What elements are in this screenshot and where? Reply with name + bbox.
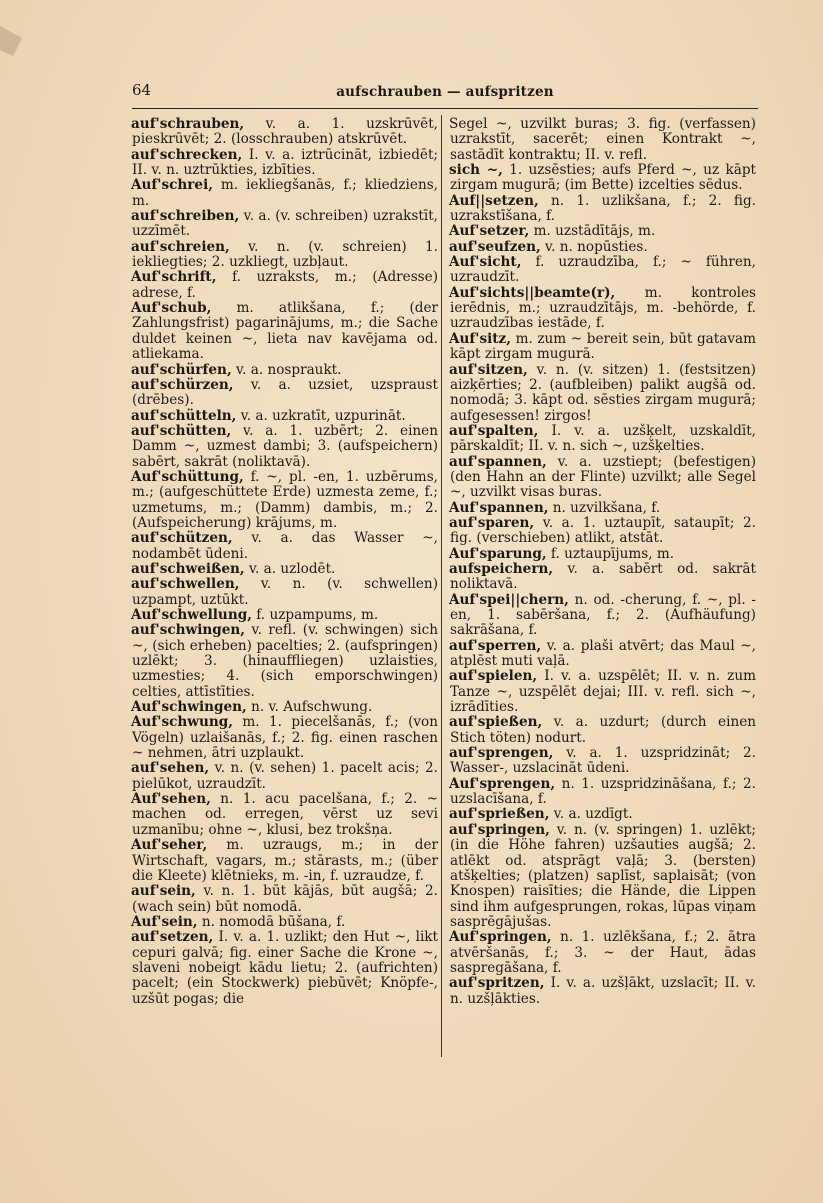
entry-definition: m. iekliegšanās, f.; kliedziens, m.: [132, 177, 438, 209]
dictionary-entry: [132, 562, 438, 577]
entry-definition: v. a. sabērt od. sakrāt noliktavā.: [450, 560, 756, 593]
entry-headword: auf'sprießen,: [449, 806, 550, 823]
dictionary-entry: [132, 623, 438, 700]
dictionary-entry: [132, 930, 438, 1007]
entry-definition: v. n. (v. sehen) 1. pacelt acis; 2. pielūkot, uzraudzīt.: [132, 760, 438, 792]
entry-headword: auf'schweißen,: [131, 560, 245, 577]
dictionary-entry: [132, 838, 438, 884]
entry-headword: auf'sitzen,: [449, 361, 528, 378]
entry-definition: v. a. 1. uztaupīt, sataupīt; 2. fig. (verschieben) atlikt, atstāt.: [450, 514, 756, 547]
entry-definition: I. v. a. 1. uzlikt; den Hut ~, likt cepuri galvā; fig. einer Sache die Krone ~, slaveni nobeigt kādu lietu; 2. (aufrichten) pacelt; (ein Stockwerk) piebūvēt; Knöpfe-, uzšūt pogas; die: [132, 929, 438, 1007]
dictionary-entry: [132, 700, 438, 715]
dictionary-entry: [450, 455, 756, 501]
entry-headword: auf'spießen,: [449, 714, 543, 731]
entry-definition: v. refl. (v. schwingen) sich ~, (sich erheben) pacelties; 2. (aufspringen) uzlēkt; 3. (hinauffliegen) uzlaisties, uzmesties; 4. (sich emporschwingen) celties, attīstīties.: [132, 622, 438, 700]
page-number: 64: [132, 81, 152, 99]
entry-definition: v. n. (v. springen) 1. uzlēkt; (in die Höhe fahren) uzšauties augšā; 2. atlēkt od. atsprāgt vaļā; 3. (bersten) atšķelties; (platzen) saplīst, saplaisāt; (von Knospen) raisīties; die Hände, die Lippen sind ihm aufgesprungen, rokas, lūpas viņam sasprēgājušas.: [450, 821, 756, 930]
dictionary-entry: [132, 884, 438, 915]
entry-headword: auf'schreiben,: [131, 208, 240, 225]
left-column: [132, 117, 438, 1007]
entry-definition: v. a. (v. schreiben) uzrakstīt, uzzīmēt.: [132, 208, 438, 240]
dictionary-entry: [132, 761, 438, 792]
dictionary-entry: [132, 608, 438, 623]
dictionary-entry: [132, 424, 438, 470]
entry-headword: Auf'sparung,: [449, 545, 547, 562]
entry-definition: I. v. a. uzšļākt, uzslacīt; II. v. n. uzšļākties.: [450, 975, 756, 1007]
dictionary-entry: [450, 746, 756, 777]
entry-headword: auf'spritzen,: [449, 975, 545, 992]
dictionary-entry: [450, 194, 756, 225]
dictionary-entry: [450, 593, 756, 639]
entry-definition: v. a. 1. uzspridzināt; 2. Wasser-, uzslacināt ūdeni.: [450, 745, 756, 777]
dictionary-entry: [132, 270, 438, 301]
entry-headword: Auf'schwellung,: [131, 607, 252, 623]
dictionary-entry: [450, 117, 756, 163]
entry-headword: Auf'sicht,: [449, 254, 522, 271]
dictionary-entry: [132, 715, 438, 761]
entry-headword: auf'schreien,: [131, 238, 230, 255]
entry-definition: v. a. uzdurt; (durch einen Stich töten) nodurt.: [450, 714, 756, 746]
entry-definition: f. ~, pl. -en, 1. uzbērums, m.; (aufgeschüttete Erde) uzmesta zeme, f.; uzmetums, m.; (Damm) dambis, m.; 2. (Aufspeicherung) krājums, m.: [132, 468, 438, 531]
entry-definition: m. zum ~ bereit sein, būt gatavam kāpt zirgam mugurā.: [450, 330, 756, 363]
entry-definition: n. 1. uzspridzināšana, f.; 2. uzslacīšana, f.: [450, 775, 756, 808]
entry-definition: n. v. Aufschwung.: [246, 699, 373, 716]
entry-headword: Auf'schrift,: [131, 269, 217, 286]
entry-headword: Auf'seher,: [131, 837, 208, 854]
dictionary-entry: [450, 516, 756, 547]
entry-definition: v. n. (v. schwellen) uzpampt, uztūkt.: [132, 576, 438, 608]
entry-definition: n. 1. uzlēkšana, f.; 2. ātra atvēršanās, f.; 3. ~ der Haut, ādas saspregāšana, f.: [450, 929, 756, 976]
entry-definition: I. v. a. uzspēlēt; II. v. n. zum Tanze ~, uzspēlēt dejai; III. v. refl. sich ~, izrādīties.: [450, 668, 756, 716]
dictionary-entry: [132, 915, 438, 930]
dictionary-entry: [450, 823, 756, 930]
entry-definition: m. kontroles ierēdnis, m.; uzraudzītājs, m. -behörde, f. uzraudzības iestāde, f.: [450, 284, 756, 332]
entry-definition: v. n. (v. sitzen) 1. (festsitzen) aizķērties; 2. (aufbleiben) palikt augšā od. nomodā; 3. kāpt od. sēsties zirgam mugurā; aufgesessen! zirgos!: [450, 361, 756, 424]
dictionary-entry: [450, 639, 756, 670]
dictionary-entry: [450, 332, 756, 363]
entry-headword: auf'spielen,: [449, 668, 538, 685]
entry-definition: v. a. 1. uzbērt; 2. einen Damm ~, uzmest dambi; 3. (aufspeichern) sabērt, sakrāt (noliktavā).: [132, 422, 438, 470]
dictionary-entry: [132, 577, 438, 608]
entry-headword: Auf||setzen,: [449, 192, 539, 209]
entry-headword: Auf'sprengen,: [449, 775, 556, 792]
entry-headword: Auf'schwung,: [131, 714, 233, 731]
dictionary-entry: [132, 178, 438, 209]
entry-definition: v. n. 1. būt kājās, būt augšā; 2. (wach sein) būt nomodā.: [132, 883, 438, 915]
entry-headword: Auf'setzer,: [449, 223, 530, 240]
entry-definition: v. n. (v. schreien) 1. iekliegties; 2. uzkliegt, uzbļaut.: [132, 238, 438, 271]
entry-definition: f. uzraksts, m.; (Adresse) adrese, f.: [132, 269, 438, 301]
dictionary-entry: [132, 378, 438, 409]
dictionary-entry: [450, 976, 756, 1007]
dictionary-entry: [450, 224, 756, 239]
dictionary-entry: [450, 286, 756, 332]
entry-headword: auf'schwellen,: [131, 576, 240, 593]
entry-headword: auf'springen,: [449, 821, 550, 838]
entry-definition: m. uzstādītājs, m.: [529, 223, 656, 240]
header-rule: [132, 108, 758, 109]
entry-definition: v. a. uzsiet, uzspraust (drēbes).: [132, 376, 438, 409]
dictionary-entry: [450, 163, 756, 194]
entry-headword: Auf'sichts||beamte(r),: [449, 284, 616, 301]
entry-definition: m. uzraugs, m.; in der Wirtschaft, vagars, m.; stārasts, m.; (über die Kleete) klētnieks, m. -in, f. uzraudze, f.: [132, 837, 438, 884]
running-head: aufschrauben — aufspritzen: [336, 84, 554, 100]
dictionary-entry: [132, 792, 438, 838]
dictionary-entry: [132, 301, 438, 362]
entry-headword: sich ~,: [449, 162, 503, 179]
entry-definition: v. a. plaši atvērt; das Maul ~, atplēst muti vaļā.: [450, 637, 756, 670]
dictionary-entry: [132, 409, 438, 424]
entry-definition: n. 1. uzlikšana, f.; 2. fig. uzrakstīšana, f.: [450, 192, 756, 225]
entry-definition: n. uzvilkšana, f.: [548, 499, 661, 516]
entry-headword: Auf'schwingen,: [131, 699, 247, 716]
dictionary-entry: [450, 547, 756, 562]
dictionary-entry: [450, 240, 756, 255]
entry-headword: auf'schürzen,: [131, 376, 234, 393]
entry-headword: auf'schwingen,: [131, 622, 246, 639]
dictionary-entry: [450, 424, 756, 455]
entry-headword: auf'schützen,: [131, 530, 233, 547]
entry-headword: Auf'schüttung,: [131, 468, 244, 485]
entry-definition: f. uztaupījums, m.: [546, 545, 675, 562]
dictionary-entry: [132, 209, 438, 240]
entry-definition: v. n. nopūsties.: [540, 238, 648, 255]
entry-headword: auf'spannen,: [449, 453, 547, 470]
entry-definition: Segel ~, uzvilkt buras; 3. fig. (verfassen) uzrakstīt, sacerēt; einen Kontrakt ~, sastādīt kontraktu; II. v. refl.: [449, 116, 756, 163]
entry-headword: auf'schrauben,: [131, 116, 245, 132]
entry-definition: v. a. uzdīgt.: [549, 806, 633, 823]
entry-headword: auf'schürfen,: [131, 361, 232, 378]
entry-headword: auf'seufzen,: [449, 238, 541, 255]
dictionary-entry: [132, 117, 438, 148]
entry-headword: Auf'schub,: [131, 300, 212, 317]
entry-headword: Auf'springen,: [449, 929, 552, 946]
dictionary-entry: [450, 807, 756, 822]
dictionary-entry: [450, 930, 756, 976]
entry-headword: aufspeichern,: [449, 560, 554, 577]
entry-headword: Auf'spannen,: [449, 499, 549, 516]
entry-headword: auf'setzen,: [131, 929, 214, 946]
entry-headword: auf'spalten,: [449, 422, 539, 439]
entry-definition: v. a. 1. uzskrūvēt, pieskrūvēt; 2. (losschrauben) atskrūvēt.: [132, 116, 438, 148]
entry-headword: auf'sprengen,: [449, 745, 554, 762]
entry-headword: Auf'schrei,: [131, 177, 213, 194]
entry-definition: 1. uzsēsties; aufs Pferd ~, uz kāpt zirgam mugurā; (im Bette) izcelties sēdus.: [450, 162, 756, 194]
dictionary-entry: [450, 363, 756, 424]
entry-headword: Auf'sein,: [131, 913, 198, 930]
page-header: [132, 81, 758, 103]
entry-definition: f. uzpampums, m.: [251, 607, 379, 623]
entry-definition: v. a. uzkratīt, uzpurināt.: [236, 407, 406, 424]
entry-headword: Auf'spei||chern,: [449, 591, 569, 608]
dictionary-entry: [132, 148, 438, 179]
entry-definition: n. nomodā būšana, f.: [197, 913, 346, 930]
entry-definition: n. od. -cherung, f. ~, pl. -en, 1. sabēršana, f.; 2. (Aufhäufung) sakrāšana, f.: [450, 591, 756, 639]
entry-definition: m. 1. piecelšanās, f.; (von Vögeln) uzlaišanās, f.; 2. fig. einen raschen ~ nehmen, ātri uzplaukt.: [132, 714, 438, 762]
entry-headword: auf'schütten,: [131, 422, 232, 439]
entry-definition: I. v. a. iztrūcināt, izbiedēt; II. v. n. uztrūkties, izbīties.: [132, 146, 438, 179]
entry-headword: auf'sparen,: [449, 514, 535, 531]
dictionary-entry: [450, 669, 756, 715]
entry-definition: v. a. nospraukt.: [231, 361, 342, 378]
entry-headword: Auf'sitz,: [449, 330, 511, 347]
entry-headword: auf'sperren,: [449, 637, 542, 654]
column-separator: [441, 115, 442, 1057]
entry-headword: auf'sein,: [131, 883, 196, 900]
torn-corner: [0, 26, 22, 56]
dictionary-entry: [132, 363, 438, 378]
entry-definition: I. v. a. uzšķelt, uzskaldīt, pārskaldīt; II. v. n. sich ~, uzšķelties.: [450, 422, 756, 455]
dictionary-entry: [132, 470, 438, 531]
dictionary-entry: [450, 255, 756, 286]
entry-definition: v. a. das Wasser ~, nodambēt ūdeni.: [132, 530, 438, 562]
entry-definition: f. uzraudzība, f.; ~ führen, uzraudzīt.: [450, 254, 756, 286]
dictionary-entry: [450, 501, 756, 516]
dictionary-entry: [450, 562, 756, 593]
dictionary-entry: [132, 240, 438, 271]
entry-headword: auf'schrecken,: [131, 146, 243, 163]
entry-definition: v. a. uzlodēt.: [244, 560, 336, 577]
entry-headword: auf'sehen,: [131, 760, 210, 777]
entry-definition: v. a. uzstiept; (befestigen) (den Hahn an der Flinte) uzvilkt; alle Segel ~, uzvilkt visas buras.: [450, 453, 756, 501]
entry-headword: Auf'sehen,: [131, 791, 211, 808]
dictionary-entry: [450, 715, 756, 746]
dictionary-entry: [450, 777, 756, 808]
right-column: [450, 117, 756, 1007]
dictionary-entry: [132, 531, 438, 562]
entry-definition: m. atlikšana, f.; (der Zahlungsfrist) pagarinājums, m.; die Sache duldet keinen ~, lieta nav kavējama od. atliekama.: [132, 300, 438, 363]
entry-definition: n. 1. acu pacelšana, f.; 2. ~ machen od. erregen, vērst uz sevi uzmanību; ohne ~, klusi, bez trokšņa.: [132, 791, 438, 838]
entry-headword: auf'schütteln,: [131, 407, 237, 424]
